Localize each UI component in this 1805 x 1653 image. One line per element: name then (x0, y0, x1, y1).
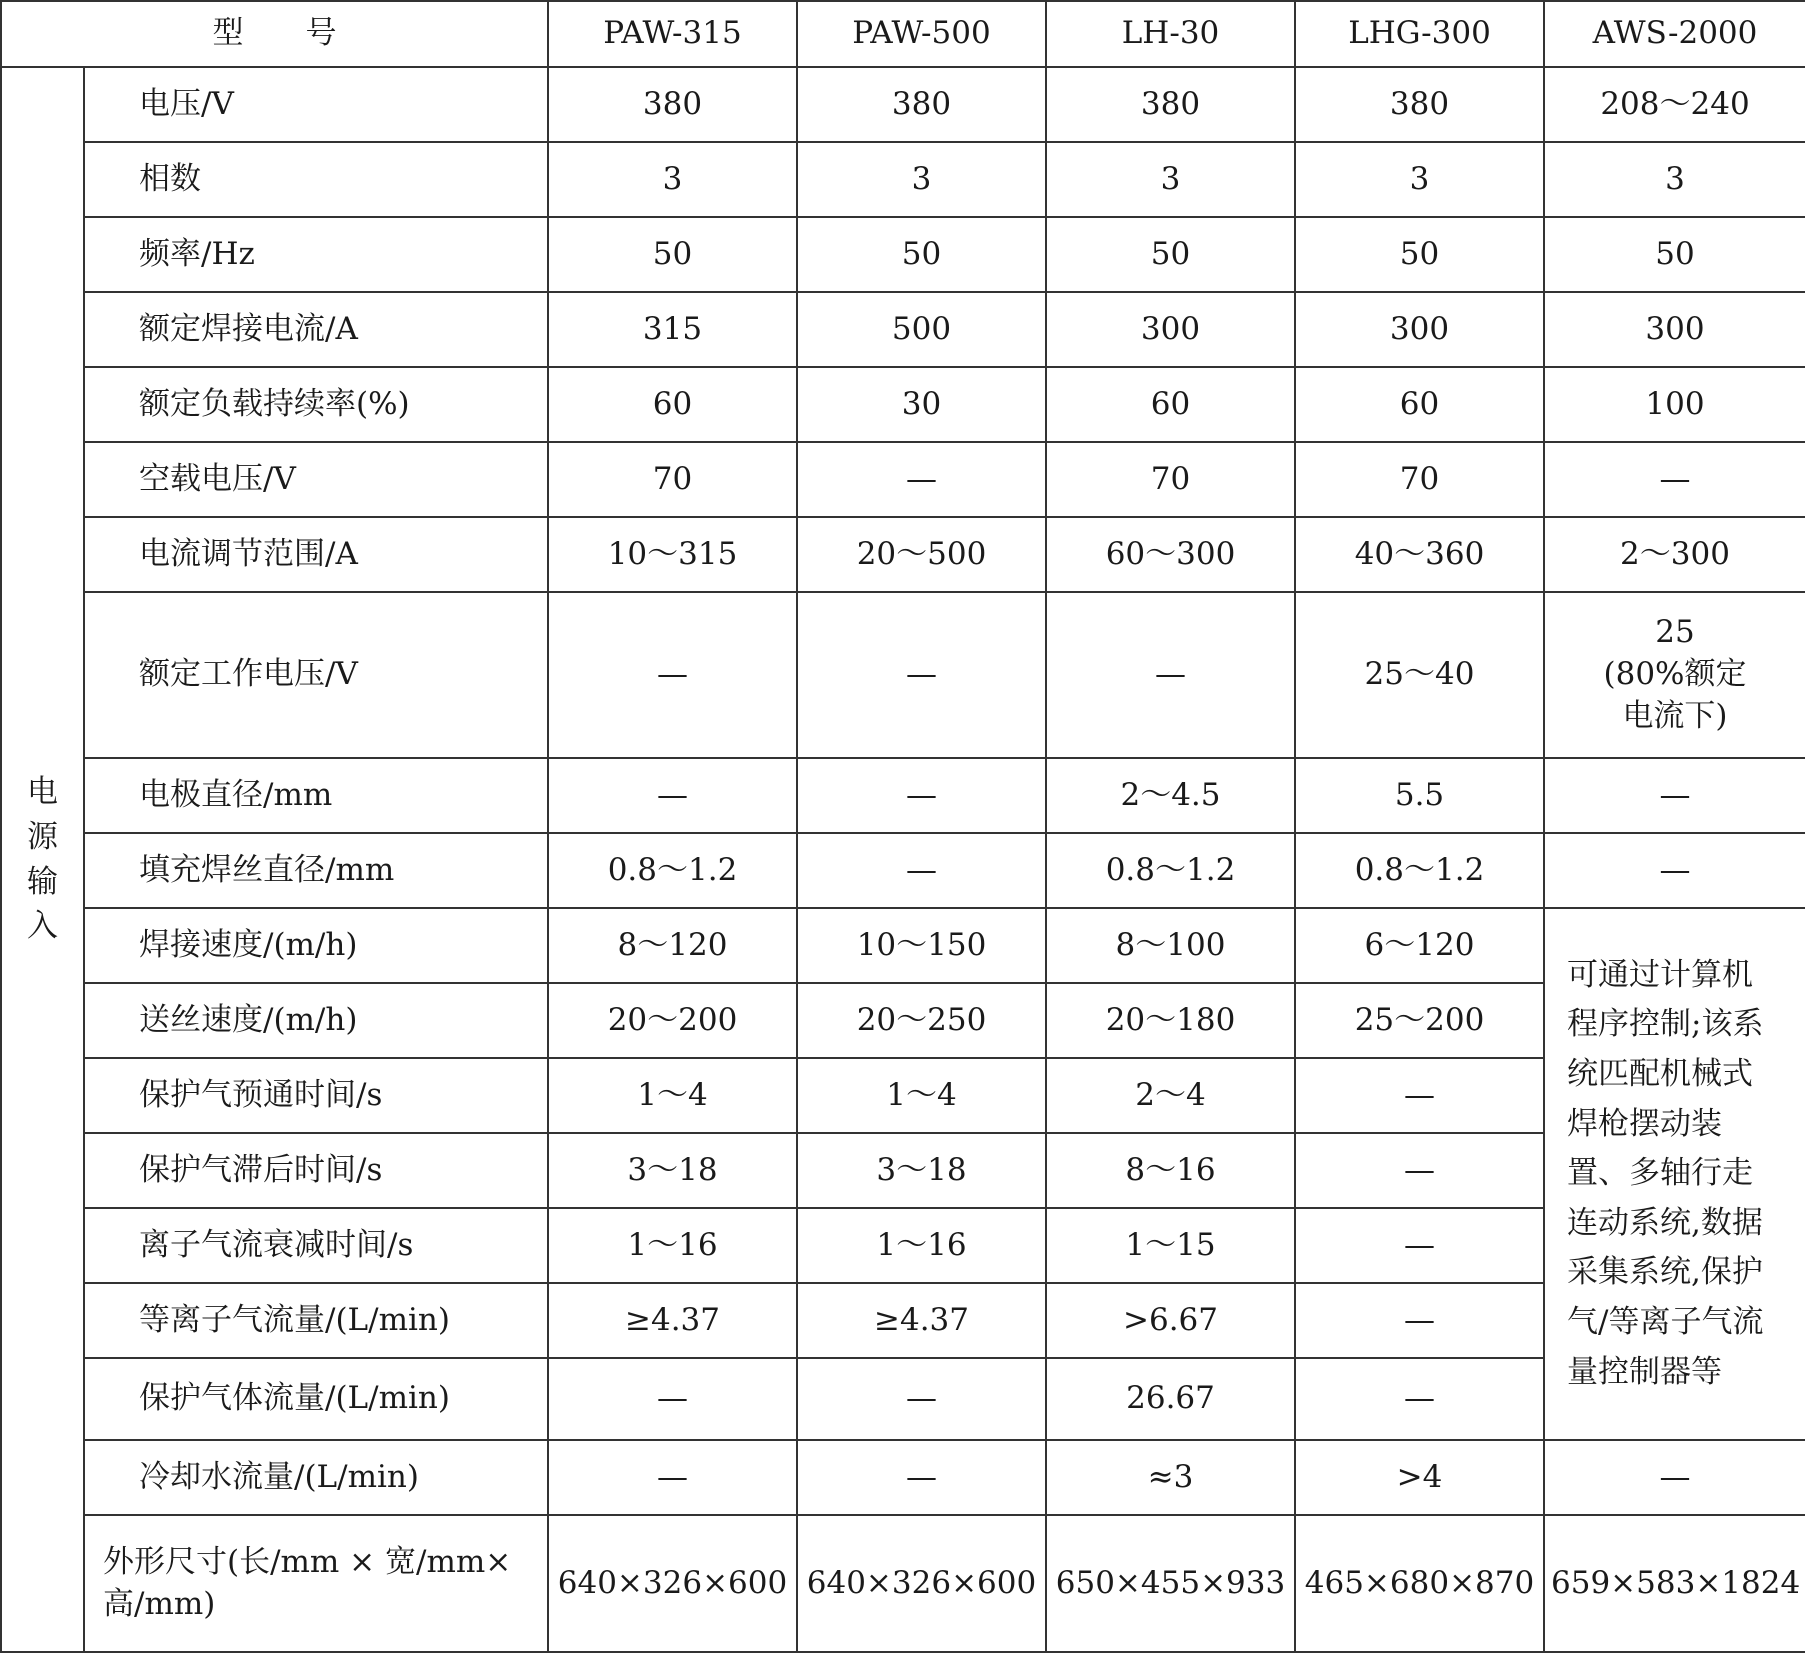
cell-value: — (1544, 833, 1805, 908)
cell-value: 50 (1046, 217, 1295, 292)
cell-value: — (548, 1358, 797, 1440)
table-row (1, 908, 1805, 983)
cell-value: — (1295, 1133, 1544, 1208)
cell-value: 1～4 (548, 1058, 797, 1133)
cell-value: 60 (1046, 367, 1295, 442)
cell-value: 650×455×933 (1046, 1515, 1295, 1652)
table-row (1, 1133, 1805, 1208)
row-label: 等离子气流量/(L/min) (84, 1283, 548, 1358)
group-label-char: 入 (27, 908, 58, 945)
row-label: 额定工作电压/V (84, 592, 548, 758)
cell-line: 电流下) (1622, 697, 1728, 734)
cell-value: 640×326×600 (548, 1515, 797, 1652)
cell-value: 1～4 (797, 1058, 1046, 1133)
cell-value: >4 (1295, 1440, 1544, 1515)
group-label (1, 67, 84, 1652)
row-label: 外形尺寸(长/mm × 宽/mm×高/mm) (84, 1515, 548, 1652)
cell-value: 380 (797, 67, 1046, 142)
header-row (1, 1, 1805, 67)
cell-value: — (1544, 442, 1805, 517)
cell-value: 659×583×1824 (1544, 1515, 1805, 1652)
cell-value: — (1046, 592, 1295, 758)
row-label: 额定焊接电流/A (84, 292, 548, 367)
row-label: 送丝速度/(m/h) (84, 983, 548, 1058)
cell-value: — (797, 1358, 1046, 1440)
cell-value: 5.5 (1295, 758, 1544, 833)
cell-value: 40～360 (1295, 517, 1544, 592)
cell-value: — (1295, 1358, 1544, 1440)
cell-value: 300 (1046, 292, 1295, 367)
header-model-label: 型 号 (1, 1, 548, 67)
cell-value: 26.67 (1046, 1358, 1295, 1440)
cell-value: 100 (1544, 367, 1805, 442)
cell-value: 380 (1046, 67, 1295, 142)
cell-value: 50 (1544, 217, 1805, 292)
table-row (1, 833, 1805, 908)
row-label: 保护气体流量/(L/min) (84, 1358, 548, 1440)
group-label-char: 输 (27, 863, 58, 900)
header-model: PAW-315 (548, 1, 797, 67)
row-label: 电压/V (84, 67, 548, 142)
row-label: 空载电压/V (84, 442, 548, 517)
table-row (1, 983, 1805, 1058)
cell-value: 70 (548, 442, 797, 517)
cell-value: 2～4.5 (1046, 758, 1295, 833)
cell-value: 20～500 (797, 517, 1046, 592)
cell-value: — (797, 1440, 1046, 1515)
row-label: 冷却水流量/(L/min) (84, 1440, 548, 1515)
cell-value: 3 (797, 142, 1046, 217)
cell-value-multiline (1544, 592, 1805, 758)
cell-value: 25～200 (1295, 983, 1544, 1058)
cell-value: 6～120 (1295, 908, 1544, 983)
row-label: 频率/Hz (84, 217, 548, 292)
row-label: 保护气预通时间/s (84, 1058, 548, 1133)
cell-value: — (1544, 1440, 1805, 1515)
merged-note: 可通过计算机程序控制;该系统匹配机械式焊枪摆动装置、多轴行走连动系统,数据采集系统,保护气/等离子气流量控制器等 (1544, 908, 1805, 1440)
cell-value: 10～315 (548, 517, 797, 592)
cell-value: 465×680×870 (1295, 1515, 1544, 1652)
cell-value: ≈3 (1046, 1440, 1295, 1515)
cell-value: ≥4.37 (797, 1283, 1046, 1358)
cell-value: — (1295, 1058, 1544, 1133)
table-row (1, 292, 1805, 367)
table-row (1, 758, 1805, 833)
cell-value: — (1295, 1208, 1544, 1283)
cell-value: — (548, 1440, 797, 1515)
cell-value: 3 (1295, 142, 1544, 217)
cell-value: 3 (548, 142, 797, 217)
cell-value: 500 (797, 292, 1046, 367)
cell-value: 60 (1295, 367, 1544, 442)
cell-value: 380 (548, 67, 797, 142)
row-label: 额定负载持续率(%) (84, 367, 548, 442)
table-row (1, 592, 1805, 758)
cell-value: — (797, 592, 1046, 758)
table-row (1, 1440, 1805, 1515)
row-label: 电流调节范围/A (84, 517, 548, 592)
row-label: 电极直径/mm (84, 758, 548, 833)
cell-value: 8～100 (1046, 908, 1295, 983)
header-model: LH-30 (1046, 1, 1295, 67)
header-model: LHG-300 (1295, 1, 1544, 67)
table-row (1, 1358, 1805, 1440)
cell-value: 1～15 (1046, 1208, 1295, 1283)
cell-value: 208～240 (1544, 67, 1805, 142)
cell-value: 3～18 (797, 1133, 1046, 1208)
cell-value: 8～120 (548, 908, 797, 983)
cell-value: 300 (1544, 292, 1805, 367)
table-row (1, 217, 1805, 292)
cell-value: 3 (1046, 142, 1295, 217)
cell-value: 0.8～1.2 (1046, 833, 1295, 908)
cell-value: 20～200 (548, 983, 797, 1058)
cell-value: 30 (797, 367, 1046, 442)
cell-value: 0.8～1.2 (548, 833, 797, 908)
cell-value: — (548, 758, 797, 833)
cell-value: 640×326×600 (797, 1515, 1046, 1652)
cell-value: — (797, 758, 1046, 833)
cell-value: 25～40 (1295, 592, 1544, 758)
table-row (1, 1208, 1805, 1283)
table-row (1, 1515, 1805, 1652)
row-label: 相数 (84, 142, 548, 217)
row-label: 焊接速度/(m/h) (84, 908, 548, 983)
cell-value: — (797, 442, 1046, 517)
cell-value: 2～300 (1544, 517, 1805, 592)
cell-value: — (1544, 758, 1805, 833)
table-row (1, 367, 1805, 442)
cell-value: 0.8～1.2 (1295, 833, 1544, 908)
cell-value: — (548, 592, 797, 758)
table-row (1, 67, 1805, 142)
group-label-char: 源 (27, 818, 58, 855)
cell-value: 300 (1295, 292, 1544, 367)
cell-line: (80%额定 (1603, 656, 1747, 693)
cell-value: 380 (1295, 67, 1544, 142)
cell-value: 70 (1046, 442, 1295, 517)
cell-value: 8～16 (1046, 1133, 1295, 1208)
table-row (1, 1283, 1805, 1358)
cell-value: 315 (548, 292, 797, 367)
cell-value: 60 (548, 367, 797, 442)
cell-value: 1～16 (548, 1208, 797, 1283)
cell-value: 2～4 (1046, 1058, 1295, 1133)
cell-value: 20～250 (797, 983, 1046, 1058)
row-label: 填充焊丝直径/mm (84, 833, 548, 908)
cell-value: ≥4.37 (548, 1283, 797, 1358)
cell-value: 70 (1295, 442, 1544, 517)
cell-value: 20～180 (1046, 983, 1295, 1058)
cell-value: 50 (548, 217, 797, 292)
table-row (1, 142, 1805, 217)
cell-value: 60～300 (1046, 517, 1295, 592)
cell-value: 1～16 (797, 1208, 1046, 1283)
group-label-char: 电 (27, 773, 58, 810)
cell-value: 50 (1295, 217, 1544, 292)
header-model: AWS-2000 (1544, 1, 1805, 67)
cell-value: 10～150 (797, 908, 1046, 983)
cell-value: 3～18 (548, 1133, 797, 1208)
header-model: PAW-500 (797, 1, 1046, 67)
row-label: 保护气滞后时间/s (84, 1133, 548, 1208)
row-label: 离子气流衰减时间/s (84, 1208, 548, 1283)
cell-value: — (1295, 1283, 1544, 1358)
cell-line: 25 (1655, 614, 1695, 651)
cell-value: — (797, 833, 1046, 908)
table-row (1, 1058, 1805, 1133)
table-row (1, 517, 1805, 592)
table-row (1, 442, 1805, 517)
cell-value: >6.67 (1046, 1283, 1295, 1358)
cell-value: 3 (1544, 142, 1805, 217)
cell-value: 50 (797, 217, 1046, 292)
